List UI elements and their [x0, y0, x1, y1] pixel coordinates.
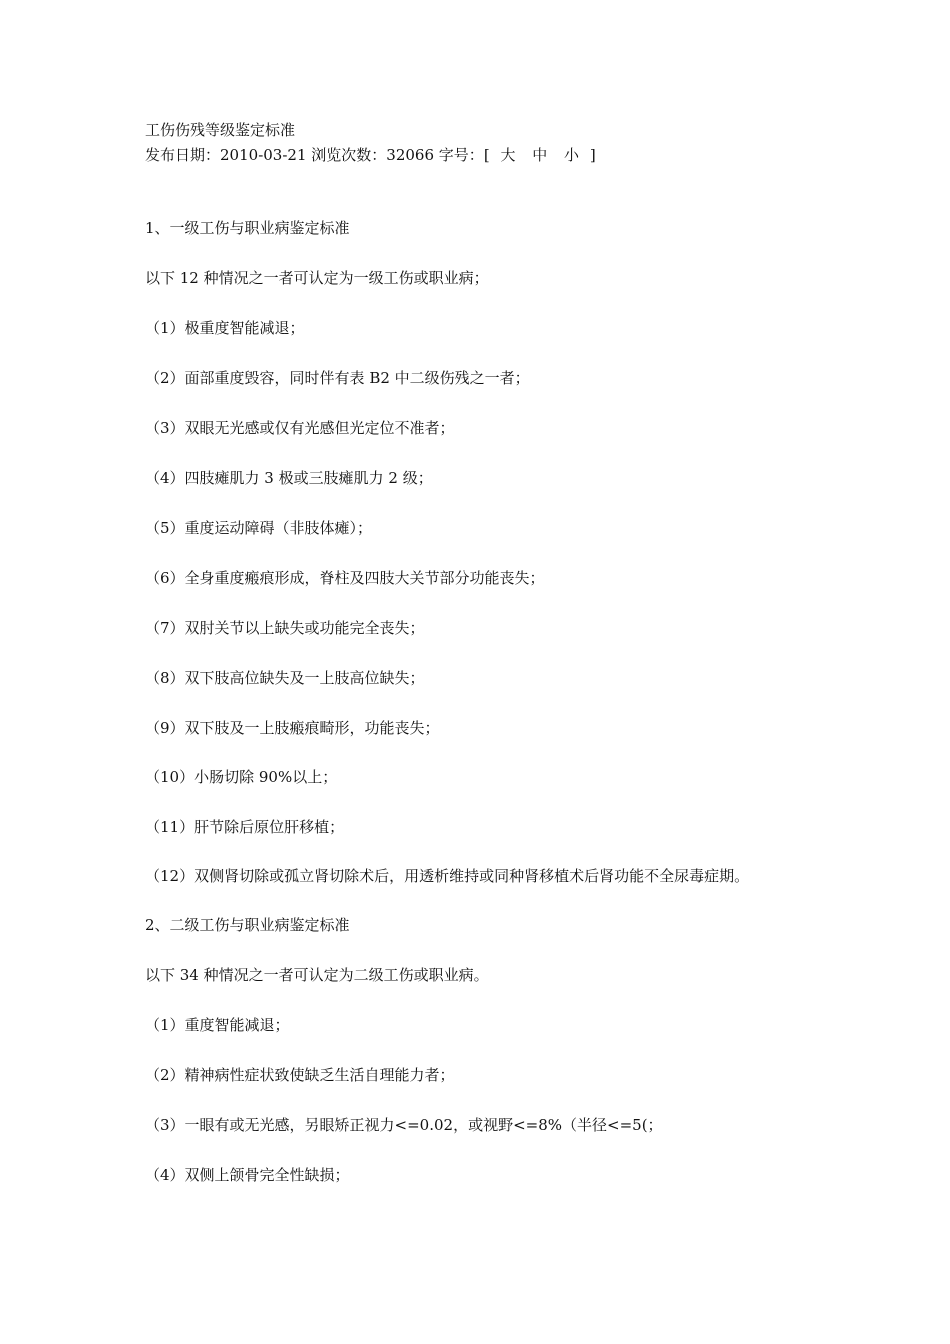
views-count: 32066	[386, 146, 435, 164]
section-intro: 以下 12 种情况之一者可认定为一级工伤或职业病；	[145, 269, 489, 287]
list-item: （4）四肢瘫肌力 3 极或三肢瘫肌力 2 级；	[145, 469, 433, 487]
font-size-large-link[interactable]: 大	[500, 146, 516, 164]
bracket-close: ]	[589, 146, 596, 164]
list-item: （5）重度运动障碍（非肢体瘫）；	[145, 519, 373, 537]
font-size-medium-link[interactable]: 中	[532, 146, 548, 164]
list-item: （2）精神病性症状致使缺乏生活自理能力者；	[145, 1066, 455, 1084]
section-heading: 1、一级工伤与职业病鉴定标准	[145, 219, 350, 237]
list-item: （3）双眼无光感或仅有光感但光定位不准者；	[145, 419, 455, 437]
publish-date: 2010-03-21	[220, 146, 307, 164]
publish-label: 发布日期：	[145, 146, 221, 164]
views-label: 浏览次数：	[311, 146, 387, 164]
section-heading: 2、二级工伤与职业病鉴定标准	[145, 916, 350, 934]
list-item: （8）双下肢高位缺失及一上肢高位缺失；	[145, 669, 425, 687]
list-item: （11）肝节除后原位肝移植；	[145, 818, 345, 836]
list-item: （6）全身重度瘢痕形成，脊柱及四肢大关节部分功能丧失；	[145, 569, 545, 587]
section-intro: 以下 34 种情况之一者可认定为二级工伤或职业病。	[145, 966, 489, 984]
list-item: （1）极重度智能减退；	[145, 319, 305, 337]
list-item: （3）一眼有或无光感，另眼矫正视力<=0.02，或视野<=8%（半径<=5(；	[145, 1116, 663, 1134]
list-item: （2）面部重度毁容，同时伴有表 B2 中二级伤残之一者；	[145, 369, 530, 387]
list-item: （9）双下肢及一上肢瘢痕畸形，功能丧失；	[145, 719, 440, 737]
bracket-open: [	[483, 146, 490, 164]
list-item: （7）双肘关节以上缺失或功能完全丧失；	[145, 619, 425, 637]
meta-line	[145, 145, 596, 165]
document-title: 工伤伤残等级鉴定标准	[145, 121, 296, 139]
font-size-small-link[interactable]: 小	[564, 146, 580, 164]
list-item: （12）双侧肾切除或孤立肾切除术后，用透析维持或同种肾移植术后肾功能不全尿毒症期。	[145, 867, 750, 885]
font-size-label: 字号：	[438, 146, 484, 164]
list-item: （4）双侧上颌骨完全性缺损；	[145, 1166, 350, 1184]
list-item: （10）小肠切除 90%以上；	[145, 768, 338, 786]
list-item: （1）重度智能减退；	[145, 1016, 290, 1034]
